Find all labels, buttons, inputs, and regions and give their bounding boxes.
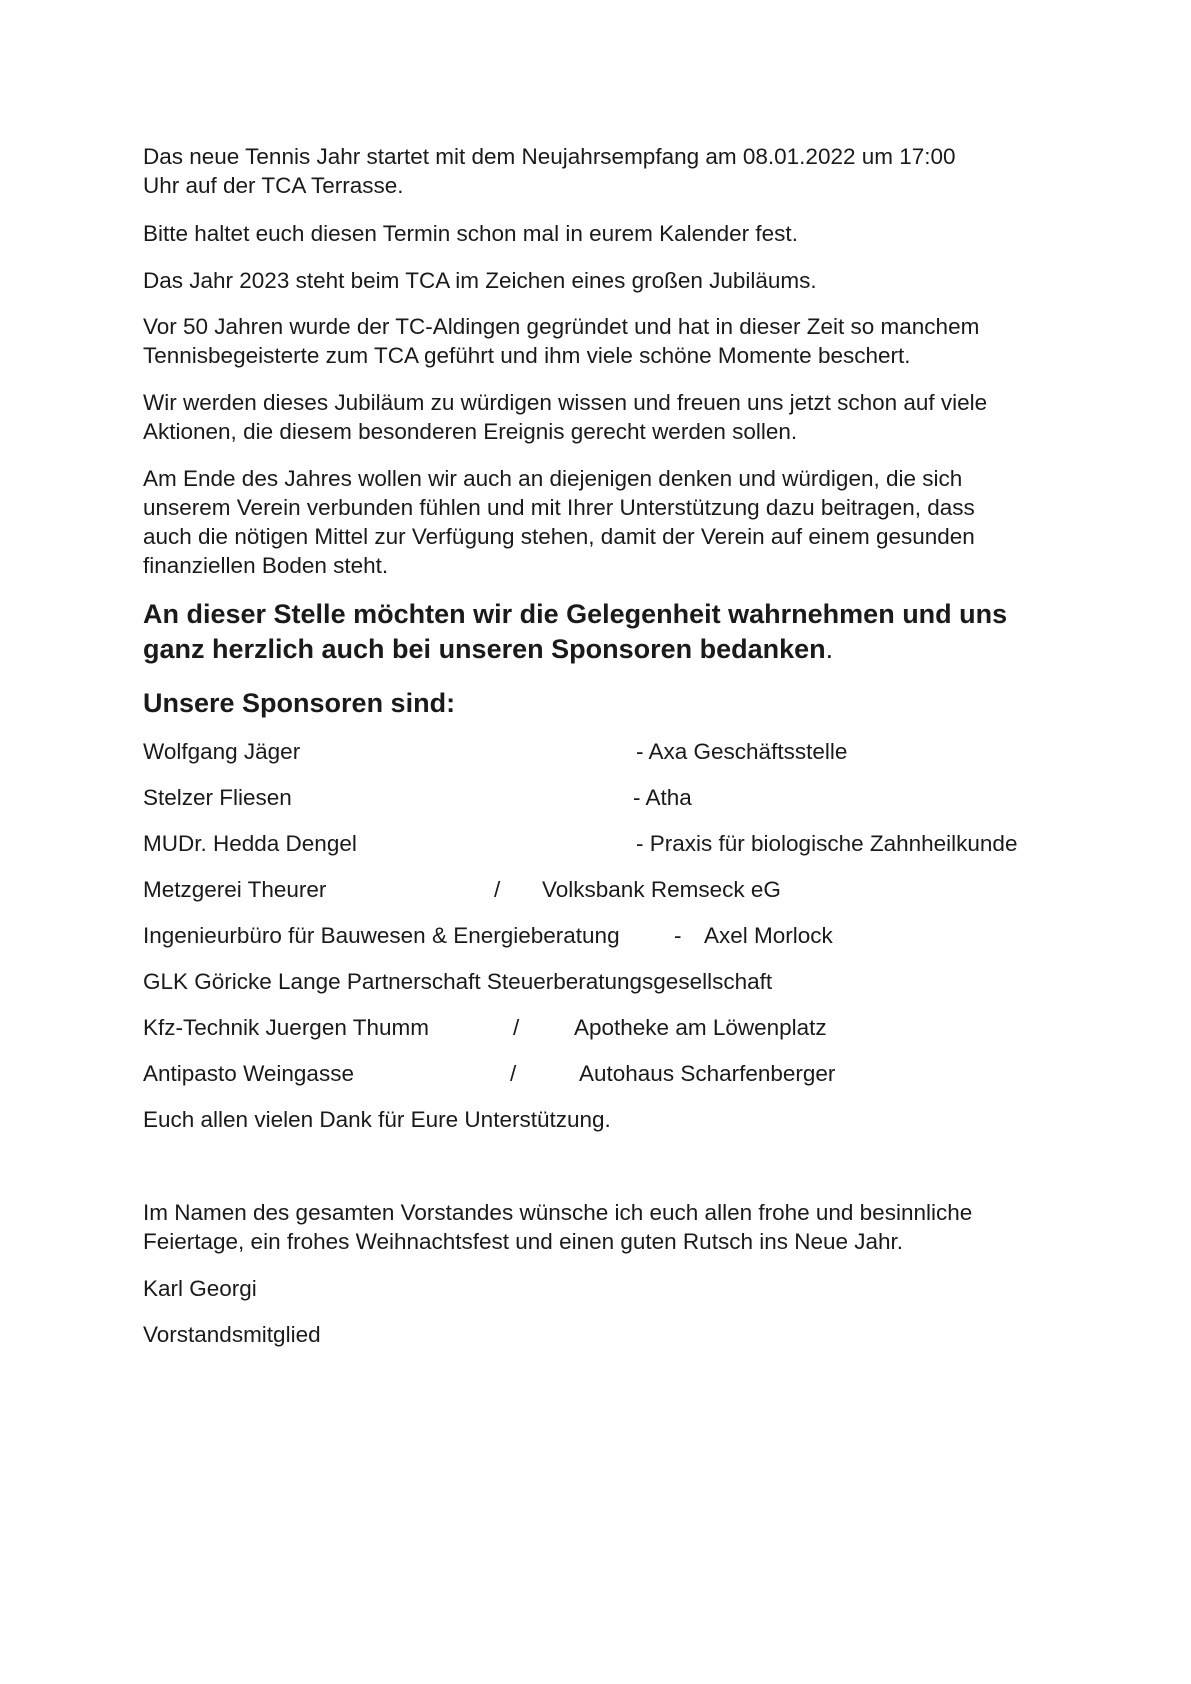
- sponsor-7-separator: /: [513, 1015, 520, 1040]
- paragraph-history-line-1: Vor 50 Jahren wurde der TC-Aldingen gegründet und hat in dieser Zeit so manchem: [143, 314, 980, 339]
- paragraph-support-line-1: Am Ende des Jahres wollen wir auch an diejenigen denken und würdigen, die sich: [143, 466, 963, 491]
- sponsor-2-name: Stelzer Fliesen: [143, 785, 292, 810]
- signature-name: Karl Georgi: [143, 1276, 257, 1301]
- sponsor-5-separator: -: [674, 923, 682, 948]
- sponsor-4-separator: /: [494, 877, 501, 902]
- sponsor-5-name: Ingenieurbüro für Bauwesen & Energieberatung: [143, 923, 620, 948]
- paragraph-support-line-4: finanziellen Boden steht.: [143, 553, 389, 578]
- signature-title: Vorstandsmitglied: [143, 1322, 321, 1347]
- sponsor-6-name: GLK Göricke Lange Partnerschaft Steuerberatungsgesellschaft: [143, 969, 773, 994]
- closing-line-1: Im Namen des gesamten Vorstandes wünsche ich euch allen frohe und besinnliche: [143, 1200, 973, 1225]
- sponsor-7-partner: Apotheke am Löwenplatz: [574, 1015, 827, 1040]
- headline-line-2: [143, 632, 833, 666]
- paragraph-newyear-line-1: Das neue Tennis Jahr startet mit dem Neujahrsempfang am 08.01.2022 um 17:00: [143, 144, 956, 169]
- sponsor-4-partner: Volksbank Remseck eG: [542, 877, 781, 902]
- sponsor-1-name: Wolfgang Jäger: [143, 739, 301, 764]
- sponsor-4-name: Metzgerei Theurer: [143, 877, 327, 902]
- sponsor-2-detail: - Atha: [633, 785, 692, 810]
- headline-line-2-period: .: [825, 634, 834, 664]
- paragraph-newyear-line-2: Uhr auf der TCA Terrasse.: [143, 173, 404, 198]
- sponsor-1-detail: - Axa Geschäftsstelle: [636, 739, 848, 764]
- sponsors-heading: Unsere Sponsoren sind:: [143, 688, 456, 718]
- sponsor-3-name: MUDr. Hedda Dengel: [143, 831, 357, 856]
- paragraph-support-line-2: unserem Verein verbunden fühlen und mit Ihrer Unterstützung dazu beitragen, dass: [143, 495, 975, 520]
- thanks-line: Euch allen vielen Dank für Eure Unterstützung.: [143, 1107, 611, 1132]
- sponsor-3-detail: - Praxis für biologische Zahnheilkunde: [636, 831, 1018, 856]
- sponsor-8-partner: Autohaus Scharfenberger: [579, 1061, 836, 1086]
- paragraph-jubilee: Das Jahr 2023 steht beim TCA im Zeichen eines großen Jubiläums.: [143, 268, 817, 293]
- paragraph-reminder: Bitte haltet euch diesen Termin schon mal in eurem Kalender fest.: [143, 221, 798, 246]
- closing-line-2: Feiertage, ein frohes Weihnachtsfest und einen guten Rutsch ins Neue Jahr.: [143, 1229, 904, 1254]
- sponsor-8-separator: /: [510, 1061, 517, 1086]
- sponsor-5-partner: Axel Morlock: [704, 923, 833, 948]
- headline-line-2-text: ganz herzlich auch bei unseren Sponsoren bedanken: [143, 634, 826, 664]
- headline-line-1: An dieser Stelle möchten wir die Gelegenheit wahrnehmen und uns: [143, 599, 1008, 629]
- paragraph-history-line-2: Tennisbegeisterte zum TCA geführt und ihm viele schöne Momente beschert.: [143, 343, 911, 368]
- sponsor-7-name: Kfz-Technik Juergen Thumm: [143, 1015, 429, 1040]
- sponsor-8-name: Antipasto Weingasse: [143, 1061, 354, 1086]
- paragraph-actions-line-2: Aktionen, die diesem besonderen Ereignis gerecht werden sollen.: [143, 419, 798, 444]
- paragraph-actions-line-1: Wir werden dieses Jubiläum zu würdigen wissen und freuen uns jetzt schon auf viele: [143, 390, 988, 415]
- paragraph-support-line-3: auch die nötigen Mittel zur Verfügung stehen, damit der Verein auf einem gesunden: [143, 524, 975, 549]
